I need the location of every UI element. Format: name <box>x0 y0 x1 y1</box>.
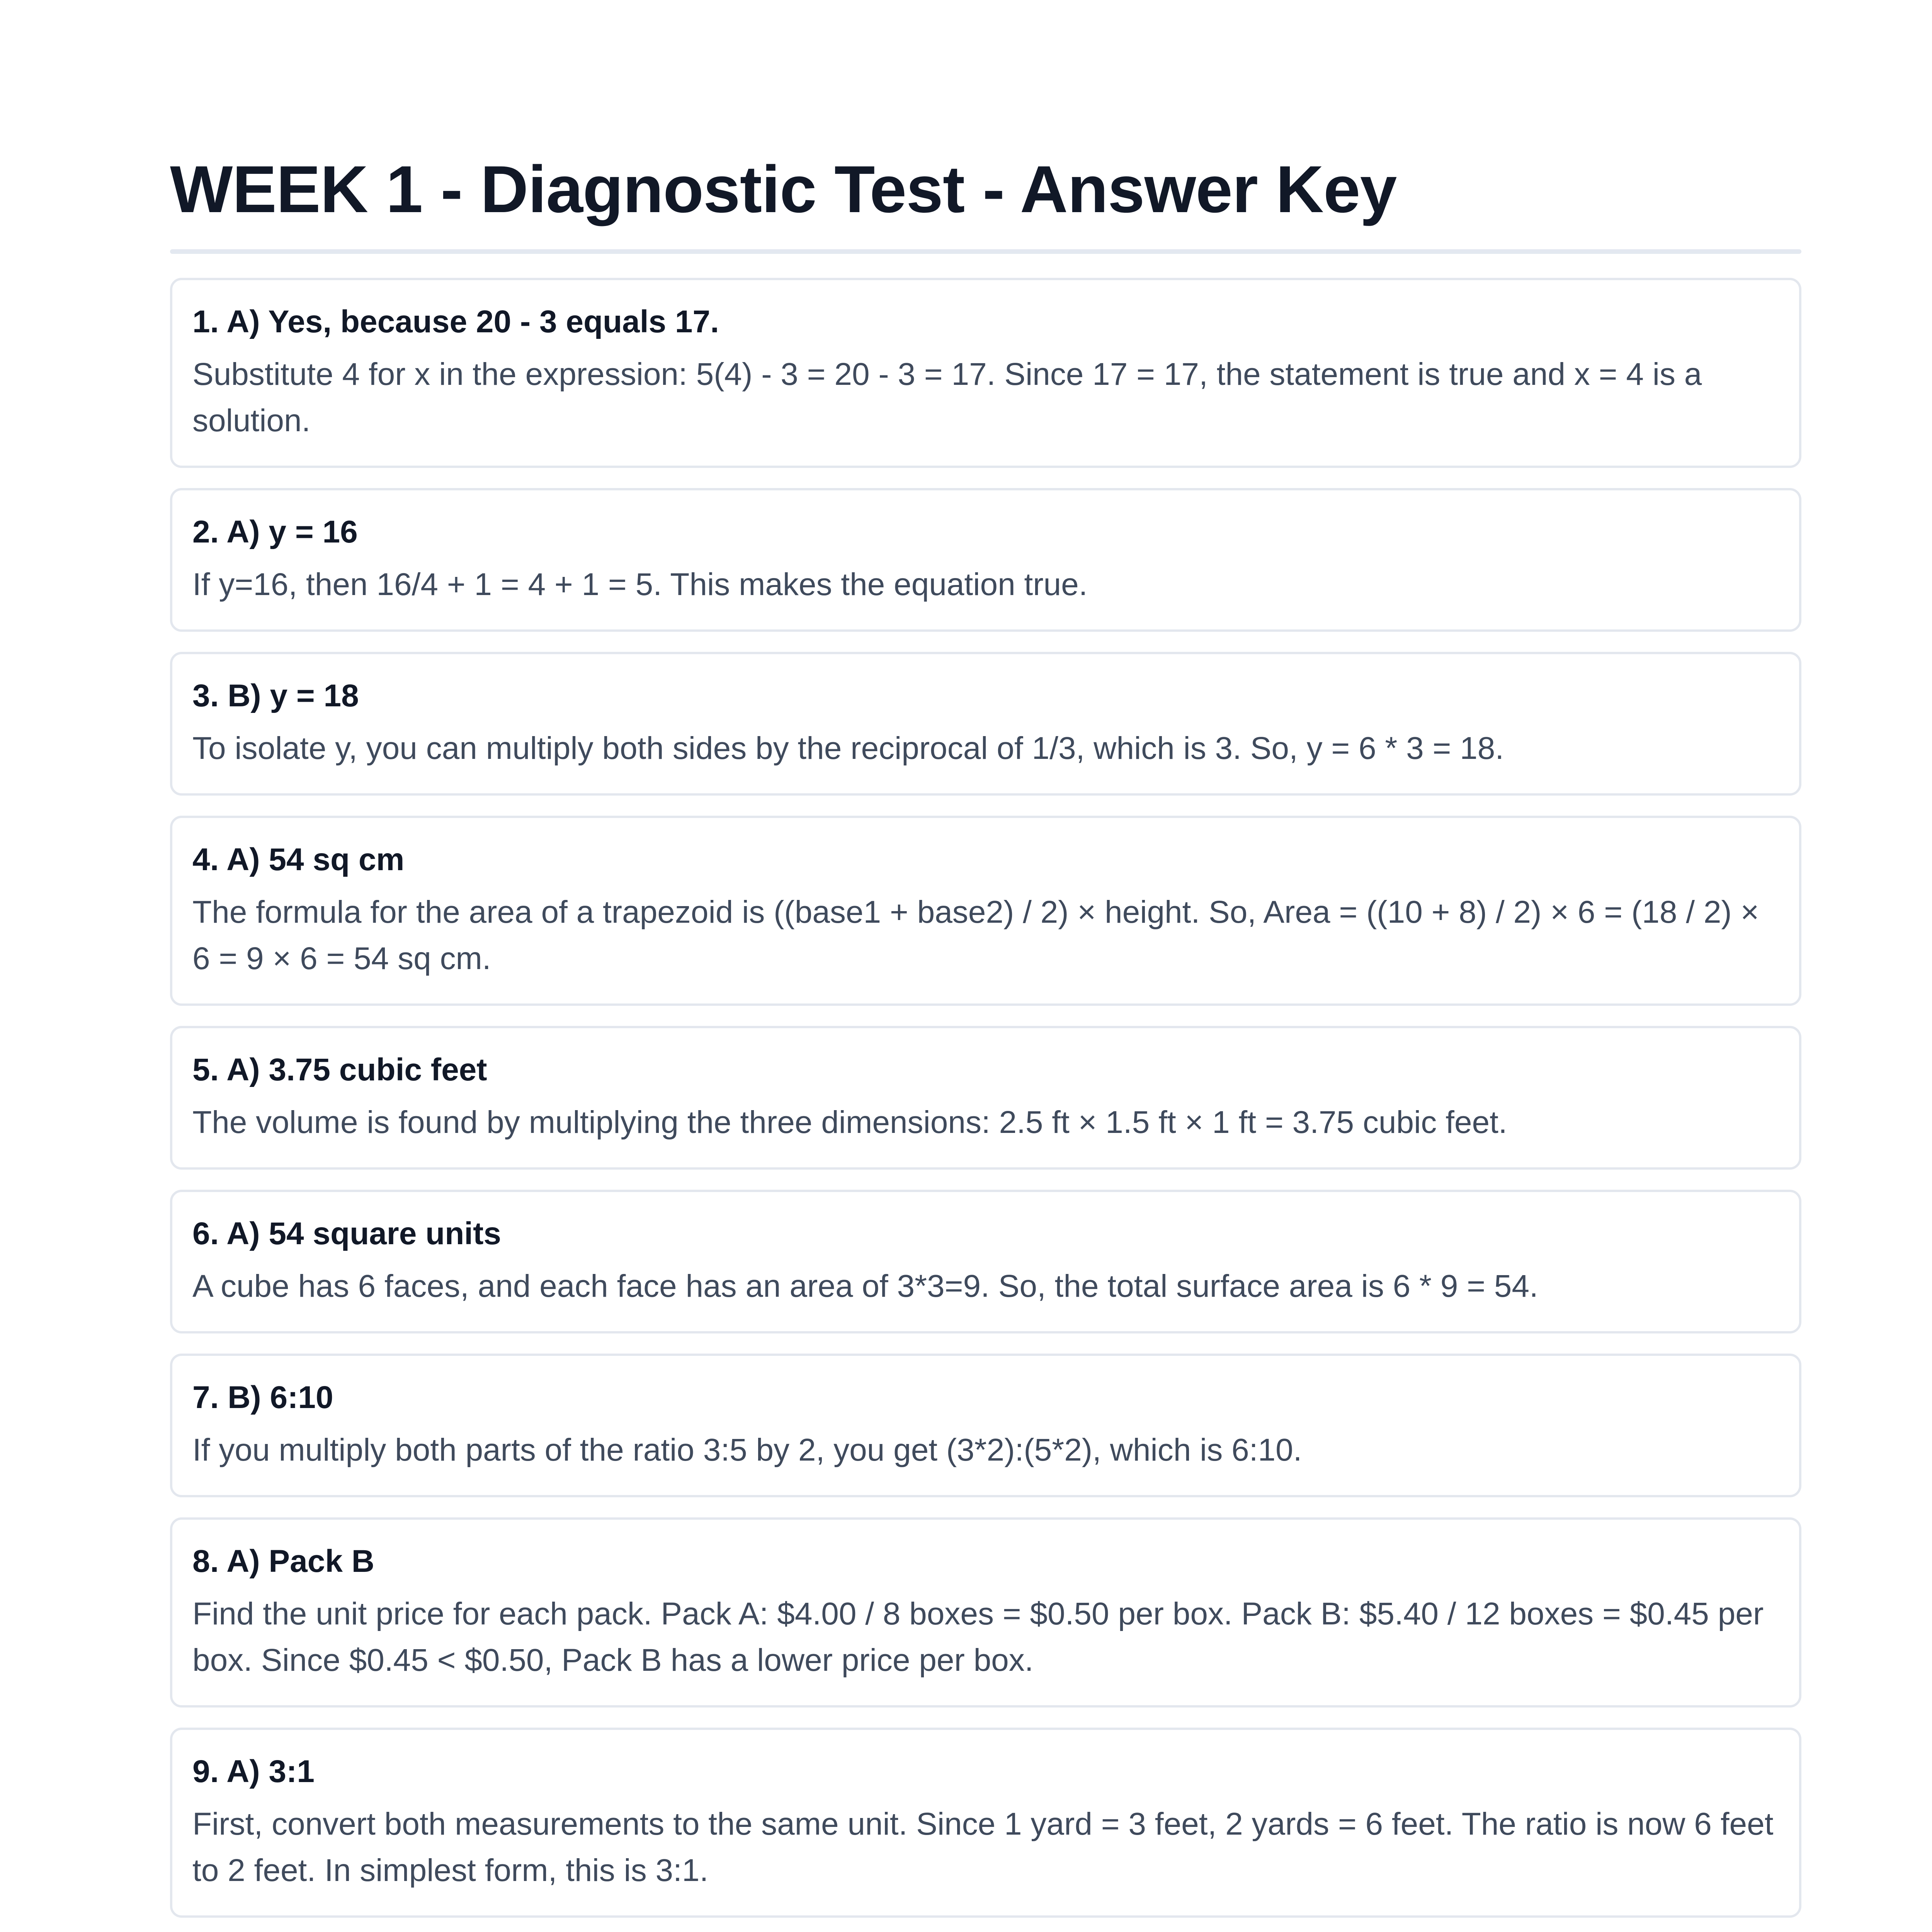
answer-card-2 <box>170 488 1801 632</box>
answer-list <box>170 278 1801 1932</box>
answer-card-6 <box>170 1190 1801 1333</box>
answer-explanation: The formula for the area of a trapezoid is ((base1 + base2) / 2) × height. So, Area = ((10 + 8) / 2) × 6 = (18 / 2) × 6 = 9 × 6 = 54 sq cm. <box>192 895 1759 976</box>
answer-card-3 <box>170 652 1801 796</box>
answer-explanation: Substitute 4 for x in the expression: 5(4) - 3 = 20 - 3 = 17. Since 17 = 17, the statement is true and x = 4 is a solution. <box>192 357 1702 438</box>
answer-title: 4. A) 54 sq cm <box>192 842 405 877</box>
answer-title: 6. A) 54 square units <box>192 1216 501 1251</box>
answer-title: 1. A) Yes, because 20 - 3 equals 17. <box>192 304 719 339</box>
answer-key-document <box>170 0 1801 1932</box>
answer-title: 7. B) 6:10 <box>192 1380 333 1415</box>
answer-explanation: To isolate y, you can multiply both sides by the reciprocal of 1/3, which is 3. So, y = 6 * 3 = 18. <box>192 731 1504 766</box>
answer-explanation: Find the unit price for each pack. Pack A: $4.00 / 8 boxes = $0.50 per box. Pack B: $5.40 / 12 boxes = $0.45 per box. Since $0.45 < $0.50, Pack B has a lower price per box. <box>192 1596 1764 1678</box>
answer-card-5 <box>170 1026 1801 1170</box>
answer-card-4 <box>170 816 1801 1006</box>
answer-title: 9. A) 3:1 <box>192 1754 315 1789</box>
answer-explanation: A cube has 6 faces, and each face has an area of 3*3=9. So, the total surface area is 6 * 9 = 54. <box>192 1269 1538 1304</box>
answer-explanation: If y=16, then 16/4 + 1 = 4 + 1 = 5. This makes the equation true. <box>192 567 1088 602</box>
page-title: WEEK 1 - Diagnostic Test - Answer Key <box>170 152 1397 226</box>
answer-card-9 <box>170 1728 1801 1918</box>
answer-title: 2. A) y = 16 <box>192 514 358 549</box>
answer-card-1 <box>170 278 1801 468</box>
answer-explanation: First, convert both measurements to the same unit. Since 1 yard = 3 feet, 2 yards = 6 feet. The ratio is now 6 feet to 2 feet. In simplest form, this is 3:1. <box>192 1806 1774 1888</box>
answer-explanation: If you multiply both parts of the ratio 3:5 by 2, you get (3*2):(5*2), which is 6:10. <box>192 1432 1302 1468</box>
answer-card-8 <box>170 1517 1801 1708</box>
answer-title: 5. A) 3.75 cubic feet <box>192 1052 487 1087</box>
answer-explanation: The volume is found by multiplying the three dimensions: 2.5 ft × 1.5 ft × 1 ft = 3.75 cubic feet. <box>192 1105 1507 1140</box>
answer-title: 3. B) y = 18 <box>192 678 359 713</box>
answer-card-7 <box>170 1354 1801 1497</box>
answer-title: 8. A) Pack B <box>192 1544 374 1579</box>
title-divider <box>170 249 1801 254</box>
